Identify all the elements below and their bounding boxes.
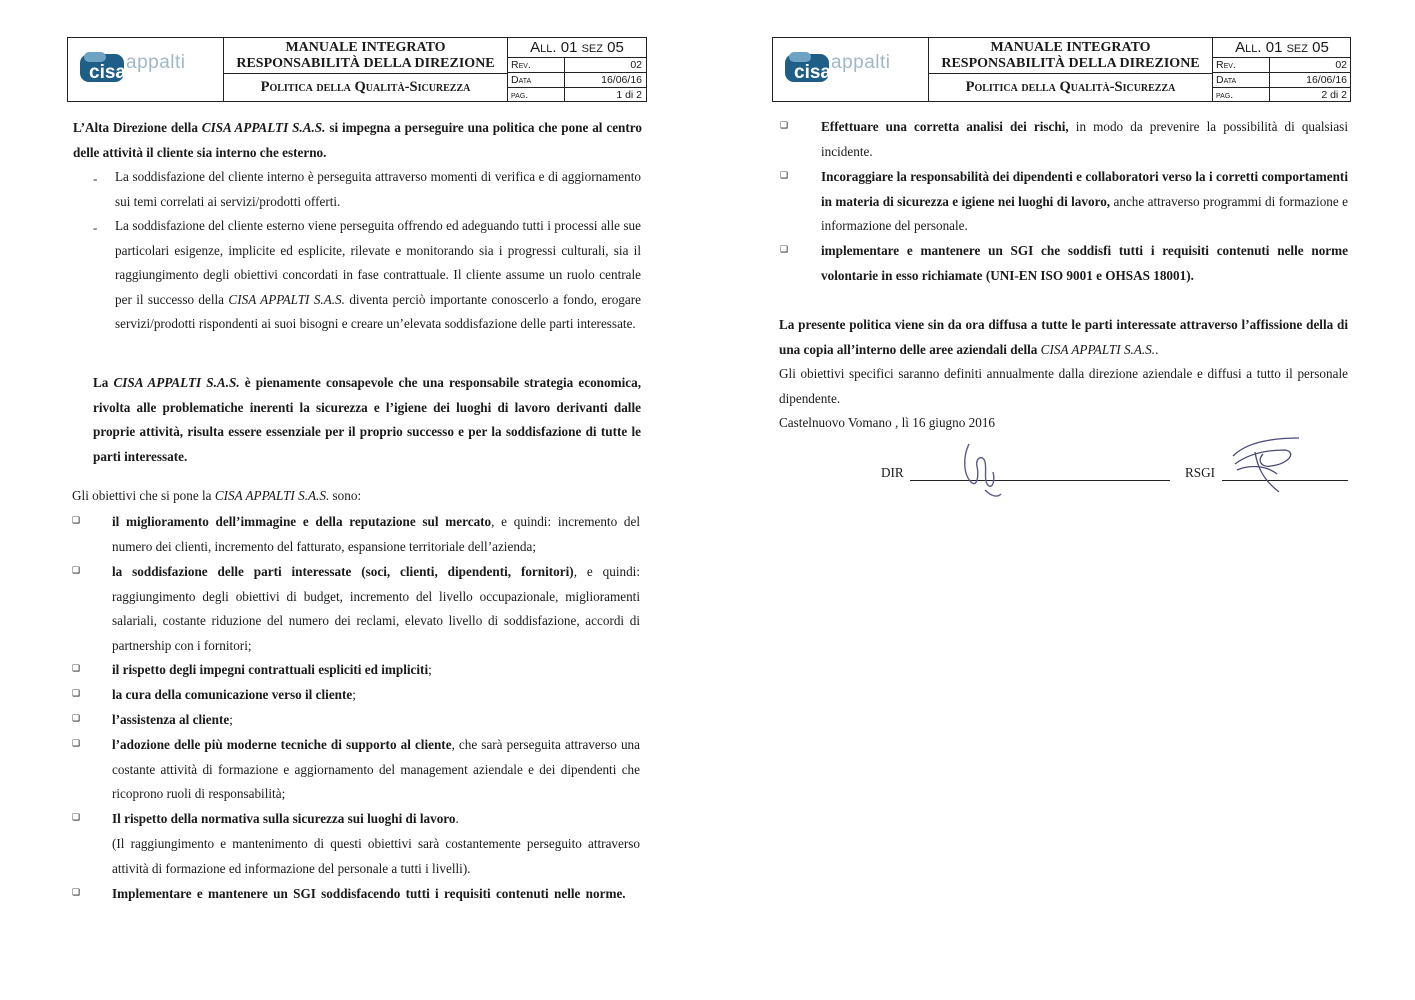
document-header [67, 37, 647, 102]
data-value: 16/06/16 [601, 74, 642, 86]
intro-paragraph: L’Alta Direzione della CISA APPALTI S.A.S. si impegna a perseguire una politica che pone al centro delle attività il cliente sia interno che esterno. [73, 120, 642, 160]
checkbox-bullet-icon: ❑ [72, 813, 81, 823]
header-title-cell [224, 38, 508, 101]
checkbox-bullet-icon: ❑ [780, 245, 789, 255]
dir-signature-icon [955, 436, 1015, 506]
place-date: Castelnuovo Vomano , lì 16 giugno 2016 [779, 415, 996, 430]
pag-label: pag. [1216, 89, 1234, 101]
data-label: Data [511, 74, 532, 86]
objectives-intro: Gli obiettivi che si pone la CISA APPALTI S.A.S. sono: [72, 488, 362, 503]
rev-value: 02 [1335, 59, 1347, 71]
objective-item: Incoraggiare la responsabilità dei dipendenti e collaboratori verso la i corretti comportamenti in materia di sicurezza e igiene nei luoghi di lavoro, anche attraverso programmi di formazione e informazione del personale. [821, 169, 1348, 234]
objective-item: la cura della comunicazione verso il cliente; [112, 687, 356, 702]
data-value: 16/06/16 [1306, 74, 1347, 86]
objective-item: implementare e mantenere un SGI che soddisfi tutti i requisiti contenuti nelle norme volontarie in esso richiamate (UNI-EN ISO 9001 e OHSAS 18001). [821, 243, 1348, 283]
checkbox-bullet-icon: ❑ [72, 689, 81, 699]
checkbox-bullet-icon: ❑ [780, 171, 789, 181]
checkbox-bullet-icon: ❑ [72, 888, 81, 898]
objectives-note: Gli obiettivi specifici saranno definiti annualmente dalla direzione aziendale e diffusi a tutto il personale dipendente. [779, 366, 1348, 406]
section-title: RESPONSABILITÀ DELLA DIREZIONE [236, 56, 495, 71]
svg-text:cisa: cisa [89, 62, 126, 83]
rsgi-label: RSGI [1185, 465, 1216, 480]
document-page-2 [707, 0, 1415, 1000]
allegato-code: All. 01 sez 05 [1213, 38, 1351, 58]
section-title: RESPONSABILITÀ DELLA DIREZIONE [941, 56, 1200, 71]
objective-item: l’adozione delle più moderne tecniche di supporto al cliente, che sarà perseguita attraverso una costante attività di formazione e aggiornamento del management aziendale e dei dipendenti che ricoprono ruoli di responsabilità; [112, 737, 640, 802]
allegato-code: All. 01 sez 05 [508, 38, 646, 58]
document-page-1: cisa appalti MANUALE INTEGRATO RESPONSABILITÀ DELLA DIREZIONE Politica della Qualità-Sicurezza All. 01 sez 05 Rev. 02 Data 16/06/16 pag. 1 di 2 L’Alta Direzione della CISA APPALTI S.A.S. si impegna a perseguire una politica che pone al centro delle attività il cliente sia interno che esterno. - La soddisfazione del cliente interno è perseguita attraverso momenti di verifica e di aggiornamento sui temi correlati ai servizi/prodotti offerti. - La soddisfazione del cliente esterno viene perseguita offrendo ed adeguando tutti i processi alle sue particolari esigenze, implicite ed esplicite, rilevate e monitorando sia i progressi culturali, sia il raggiungimento degli obiettivi concordati in fase contrattuale. Il cliente assume un ruolo centrale per il successo della CISA APPALTI S.A.S. diventa perciò importante conoscerlo a fondo, erogare servizi/prodotti rispondenti ai suoi bisogni e creare un’elevata soddisfazione delle parti interessate. La CISA APPALTI S.A.S. è pienamente consapevole che una responsabile strategia economica, rivolta alle problematiche inerenti la sicurezza e l’igiene dei luoghi di lavoro derivanti dalle proprie attività, risulta essere essenziale per il proprio successo e per la soddisfazione di tutte le parti interessate. Gli obiettivi che si pone la CISA APPALTI S.A.S. sono: ❑ il miglioramento dell’immagine e della reputazione sul mercato, e quindi: incremento del numero dei clienti, incremento del fatturato, espansione territoriale dell’azienda; ❑ la soddisfazione delle parti interessate (soci, clienti, dipendenti, fornitori), e quindi: raggiungimento degli obiettivi di budget, incremento del livello occupazionale, miglioramenti salariali, costante riduzione del numero dei reclami, elevato livello di soddisfazione, accordi di partnership con i fornitori; ❑ il rispetto degli impegni contrattuali espliciti ed impliciti; ❑ la cura della comunicazione verso il cliente; ❑ l’assistenza al cliente; ❑ l’adozione delle più moderne tecniche di supporto al cliente, che sarà perseguita attraverso una costante attività di formazione e aggiornamento del management aziendale e dei dipendenti che ricoprono ruoli di responsabilità; ❑ Il rispetto della normativa sulla sicurezza sui luoghi di lavoro. (Il raggiungimento e mantenimento di questi obiettivi sarà costantemente perseguito attraverso attività di formazione ed informazione del personale a tutti i livelli). ❑ Implementare e mantenere un SGI soddisfacendo tutti i requisiti contenuti nelle norme. [0, 0, 707, 1000]
pag-label: pag. [511, 89, 529, 101]
checkbox-bullet-icon: ❑ [72, 664, 81, 674]
objective-item: il rispetto degli impegni contrattuali espliciti ed impliciti; [112, 662, 432, 677]
svg-text:cisa: cisa [794, 62, 831, 83]
pag-value: 2 di 2 [1321, 89, 1347, 101]
checkbox-bullet-icon: ❑ [72, 516, 81, 526]
dir-label: DIR [881, 465, 904, 480]
objective-item: Implementare e mantenere un SGI soddisfacendo tutti i requisiti contenuti nelle norme. [112, 886, 626, 901]
header-meta [1213, 38, 1351, 101]
objective-item: l’assistenza al cliente; [112, 712, 233, 727]
pag-value: 1 di 2 [616, 89, 642, 101]
objective-item: la soddisfazione delle parti interessate (soci, clienti, dipendenti, fornitori), e quindi: raggiungimento degli obiettivi di budget, incremento del livello occupazionale, miglioramenti salariali, costante riduzione del numero dei reclami, elevato livello di soddisfazione, accordi di partnership con i fornitori; [112, 564, 640, 653]
dir-signature-line [910, 480, 1170, 481]
rsgi-signature-icon [1227, 434, 1307, 494]
document-header [772, 37, 1351, 102]
objective-item: il miglioramento dell’immagine e della reputazione sul mercato, e quindi: incremento del numero dei clienti, incremento del fatturato, espansione territoriale dell’azienda; [112, 514, 640, 554]
objective-note: (Il raggiungimento e mantenimento di questi obiettivi sarà costantemente perseguito attraverso attività di formazione ed informazione del personale a tutti i livelli). [112, 836, 640, 876]
logo-word: appalti [126, 52, 186, 73]
company-logo [68, 38, 224, 101]
checkbox-bullet-icon: ❑ [72, 714, 81, 724]
checkbox-bullet-icon: ❑ [72, 566, 81, 576]
policy-title: Politica della Qualità-Sicurezza [965, 79, 1176, 95]
internal-client-paragraph: La soddisfazione del cliente interno è perseguita attraverso momenti di verifica e di aggiornamento sui temi correlati ai servizi/prodotti offerti. [115, 169, 641, 209]
external-client-paragraph: La soddisfazione del cliente esterno viene perseguita offrendo ed adeguando tutti i processi alle sue particolari esigenze, implicite ed esplicite, rilevate e monitorando sia i progressi culturali, sia il raggiungimento degli obiettivi concordati in fase contrattuale. Il cliente assume un ruolo centrale per il successo della CISA APPALTI S.A.S. diventa perciò importante conoscerlo a fondo, erogare servizi/prodotti rispondenti ai suoi bisogni e creare un’elevata soddisfazione delle parti interessate. [115, 218, 641, 332]
header-title-cell [929, 38, 1213, 101]
objective-item: Il rispetto della normativa sulla sicurezza sui luoghi di lavoro. [112, 811, 459, 826]
manual-title: MANUALE INTEGRATO [990, 40, 1151, 55]
policy-title: Politica della Qualità-Sicurezza [260, 79, 471, 95]
logo-word: appalti [831, 52, 891, 73]
checkbox-bullet-icon: ❑ [780, 121, 789, 131]
strategy-paragraph: La CISA APPALTI S.A.S. è pienamente consapevole che una responsabile strategia economica, rivolta alle problematiche inerenti la sicurezza e l’igiene dei luoghi di lavoro derivanti dalle proprie attività, risulta essere essenziale per il proprio successo e per la soddisfazione di tutte le parti interessate. [93, 375, 642, 464]
data-label: Data [1216, 74, 1237, 86]
checkbox-bullet-icon: ❑ [72, 739, 81, 749]
rev-value: 02 [630, 59, 642, 71]
closing-paragraph: La presente politica viene sin da ora diffusa a tutte le parti interessate attraverso l’affissione della di una copia all’interno delle aree aziendali della CISA APPALTI S.A.S.. [779, 317, 1348, 357]
rev-label: Rev. [511, 59, 531, 71]
rev-label: Rev. [1216, 59, 1236, 71]
manual-title: MANUALE INTEGRATO [285, 40, 446, 55]
objective-item: Effettuare una corretta analisi dei rischi, in modo da prevenire la possibilità di qualsiasi incidente. [821, 119, 1348, 159]
company-logo [773, 38, 929, 101]
header-meta [508, 38, 646, 101]
